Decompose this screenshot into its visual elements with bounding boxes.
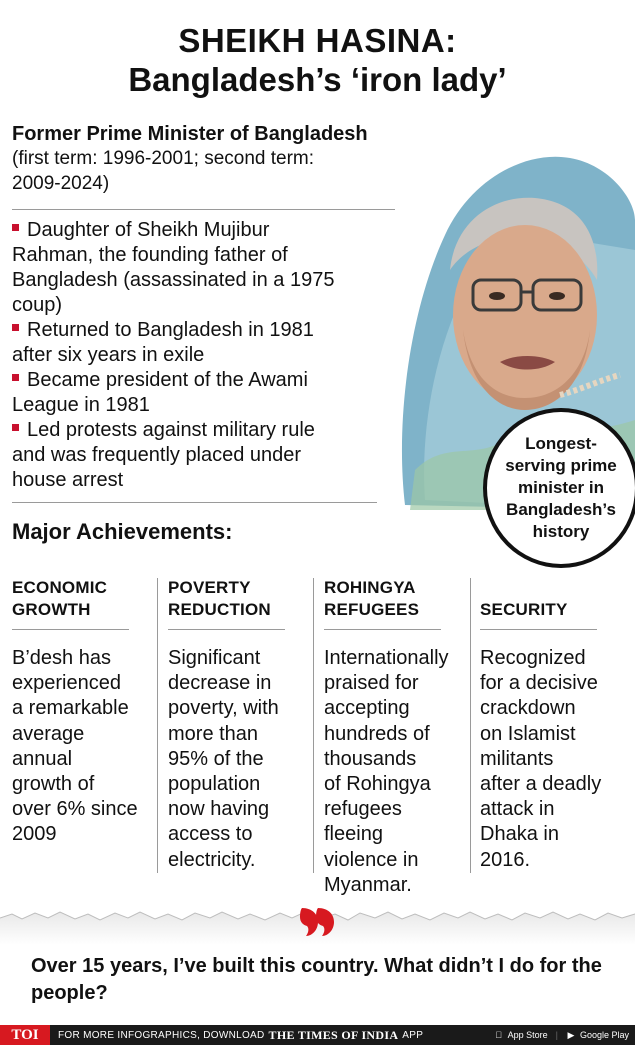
column-text: access to bbox=[168, 823, 253, 846]
fact-item bbox=[12, 218, 387, 318]
column-text: decrease in bbox=[168, 672, 272, 695]
achievement-column-security bbox=[480, 575, 630, 873]
role-terms-2: 2009-2024) bbox=[12, 173, 110, 194]
column-text: electricity. bbox=[168, 848, 256, 871]
play-store-icon: ▶ bbox=[567, 1029, 575, 1040]
fact-line: League in 1981 bbox=[12, 394, 150, 416]
column-text: of Rohingya bbox=[324, 773, 431, 796]
column-text: more than bbox=[168, 722, 259, 745]
column-text: now having bbox=[168, 798, 270, 821]
fact-line: coup) bbox=[12, 294, 63, 316]
apple-icon bbox=[494, 1030, 504, 1040]
role-heading: Former Prime Minister of Bangladesh bbox=[12, 123, 368, 145]
fact-line: and was frequently placed under bbox=[12, 444, 302, 466]
column-text: thousands bbox=[324, 747, 417, 770]
column-text: a remarkable bbox=[12, 697, 129, 720]
fact-line: after six years in exile bbox=[12, 344, 205, 366]
fact-line: Returned to Bangladesh in 1981 bbox=[27, 319, 314, 341]
column-heading: GROWTH bbox=[12, 600, 91, 619]
column-text: annual bbox=[12, 747, 73, 770]
column-text: militants bbox=[480, 747, 554, 770]
column-text: average bbox=[12, 722, 85, 745]
footer-message: FOR MORE INFOGRAPHICS, DOWNLOAD bbox=[58, 1029, 265, 1041]
fact-item bbox=[12, 418, 387, 493]
column-text: praised for bbox=[324, 672, 419, 695]
fact-item bbox=[12, 368, 387, 418]
achievements-heading: Major Achievements: bbox=[12, 519, 233, 544]
column-heading: SECURITY bbox=[480, 600, 568, 619]
column-heading: ROHINGYA bbox=[324, 578, 416, 597]
column-text: Significant bbox=[168, 647, 261, 669]
footer-brand: THE TIMES OF INDIA bbox=[268, 1027, 399, 1042]
column-rule bbox=[324, 629, 441, 630]
column-rule bbox=[480, 629, 597, 630]
column-text: crackdown bbox=[480, 697, 576, 720]
column-text: fleeing bbox=[324, 823, 383, 846]
app-store-link[interactable]: App Store bbox=[507, 1030, 548, 1040]
footer-app: APP bbox=[402, 1029, 424, 1041]
title-line-1: SHEIKH HASINA: bbox=[178, 22, 457, 59]
column-text: B’desh has bbox=[12, 647, 111, 669]
column-text: Internationally bbox=[324, 647, 449, 669]
title-line-2: Bangladesh’s ‘iron lady’ bbox=[128, 61, 507, 98]
column-text: on Islamist bbox=[480, 722, 576, 745]
fact-line: Led protests against military rule bbox=[27, 419, 315, 441]
column-text: poverty, with bbox=[168, 697, 279, 720]
bullet-icon bbox=[12, 324, 19, 331]
fact-line: Bangladesh (assassinated in a 1975 bbox=[12, 269, 335, 291]
achievement-column-poverty bbox=[168, 575, 318, 873]
page-title bbox=[0, 22, 635, 100]
fact-line: Daughter of Sheikh Mujibur bbox=[27, 219, 270, 241]
badge-line: Bangladesh’s bbox=[506, 500, 616, 519]
column-text: hundreds of bbox=[324, 722, 430, 745]
column-text: over 6% since bbox=[12, 798, 138, 821]
column-text: population bbox=[168, 773, 261, 796]
bullet-icon bbox=[12, 424, 19, 431]
column-heading: POVERTY bbox=[168, 578, 251, 597]
column-text: refugees bbox=[324, 798, 402, 821]
badge-line: minister in bbox=[518, 478, 604, 497]
column-text: experienced bbox=[12, 672, 121, 695]
column-divider bbox=[470, 578, 471, 873]
fact-line: house arrest bbox=[12, 469, 124, 491]
bullet-icon bbox=[12, 374, 19, 381]
badge-line: Longest- bbox=[525, 434, 597, 453]
column-text: after a deadly bbox=[480, 773, 602, 796]
quote-mark-icon bbox=[298, 902, 338, 942]
column-text: growth of bbox=[12, 773, 95, 796]
footer-bar: TOI FOR MORE INFOGRAPHICS, DOWNLOAD THE TIMES OF INDIA APP App Store | ▶ Google Play bbox=[0, 1025, 635, 1045]
divider-top bbox=[12, 209, 395, 210]
role-terms-1: (first term: 1996-2001; second term: bbox=[12, 148, 315, 169]
toi-logo[interactable]: TOI bbox=[0, 1025, 50, 1045]
longest-serving-badge bbox=[483, 408, 635, 568]
column-text: Recognized bbox=[480, 647, 586, 669]
column-divider bbox=[157, 578, 158, 873]
column-rule bbox=[168, 629, 285, 630]
column-divider bbox=[313, 578, 314, 873]
column-text: Myanmar. bbox=[324, 873, 412, 896]
achievement-column-economic bbox=[12, 575, 162, 848]
fact-line: Rahman, the founding father of bbox=[12, 244, 288, 266]
divider-mid bbox=[12, 502, 377, 503]
column-text: for a decisive bbox=[480, 672, 598, 695]
column-text: accepting bbox=[324, 697, 410, 720]
badge-line: history bbox=[532, 522, 590, 541]
bullet-icon bbox=[12, 224, 19, 231]
column-heading: ECONOMIC bbox=[12, 578, 108, 597]
quote-text: Over 15 years, I’ve built this country. What didn’t I do for the people? bbox=[31, 955, 602, 1004]
column-text: violence in bbox=[324, 848, 419, 871]
column-rule bbox=[12, 629, 129, 630]
column-text: 95% of the bbox=[168, 747, 264, 770]
badge-line: serving prime bbox=[505, 456, 617, 475]
fact-item bbox=[12, 318, 387, 368]
fact-line: Became president of the Awami bbox=[27, 369, 308, 391]
google-play-link[interactable]: Google Play bbox=[579, 1030, 629, 1040]
column-heading: REFUGEES bbox=[324, 600, 420, 619]
column-text: attack in bbox=[480, 798, 555, 821]
column-heading: REDUCTION bbox=[168, 600, 271, 619]
achievement-column-rohingya bbox=[324, 575, 474, 898]
facts-list bbox=[12, 218, 387, 493]
column-text: Dhaka in bbox=[480, 823, 559, 846]
column-text: 2016. bbox=[480, 848, 531, 871]
role-block bbox=[12, 122, 412, 196]
column-text: 2009 bbox=[12, 823, 57, 846]
